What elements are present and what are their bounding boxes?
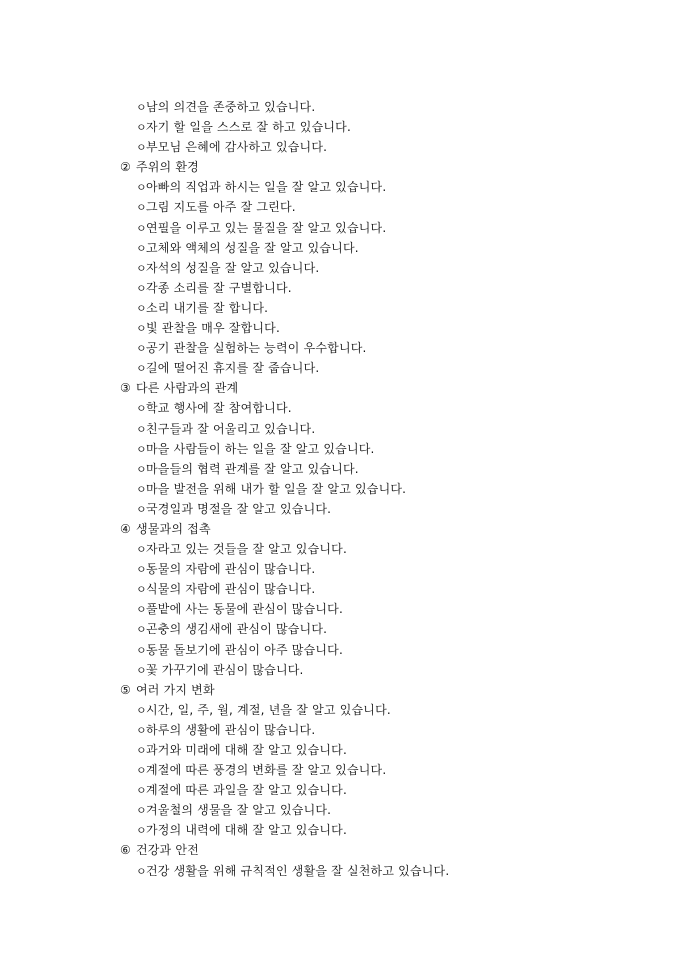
list-item [0,218,680,238]
section-heading [0,680,680,700]
list-item-text: 각종 소리를 잘 구별합니다. [146,280,292,295]
list-item [0,419,680,439]
list-item-text: 고체와 액체의 성질을 잘 알고 있습니다. [146,240,359,255]
bullet-icon: ㅇ [136,101,147,114]
list-item-text: 소리 내기를 잘 합니다. [146,300,269,315]
list-item [0,197,680,217]
section-number: ④ [120,521,131,536]
list-item [0,137,680,157]
list-item-text: 친구들과 잘 어울리고 있습니다. [146,421,316,436]
bullet-icon: ㅇ [136,201,147,215]
list-item-text: 길에 떨어진 휴지를 잘 줍습니다. [146,361,320,376]
list-item-text: 꽃 가꾸기에 관심이 많습니다. [146,662,304,677]
bullet-icon: ㅇ [136,301,147,315]
bullet-icon: ㅇ [136,502,147,516]
bullet-icon: ㅇ [136,663,147,677]
list-item [0,720,680,740]
list-item-text: 풀밭에 사는 동물에 관심이 많습니다. [146,602,343,617]
section-heading [0,519,680,539]
bullet-icon: ㅇ [136,603,147,617]
list-item-text: 자라고 있는 것들을 잘 알고 있습니다. [146,542,347,557]
section-heading [0,840,680,860]
bullet-icon: ㅇ [136,241,147,255]
list-item [0,479,680,499]
list-item-text: 시간, 일, 주, 월, 계절, 년을 잘 알고 있습니다. [146,702,391,717]
bullet-icon: ㅇ [136,221,147,235]
list-item-text: 동물 돌보기에 관심이 아주 많습니다. [146,642,343,657]
bullet-icon: ㅇ [136,703,147,717]
list-item-text: 계절에 따른 과일을 잘 알고 있습니다. [146,783,347,798]
bullet-icon: ㅇ [136,181,147,195]
list-item [0,278,680,298]
list-item [0,97,680,117]
list-item [0,740,680,760]
section-title: 생물과의 접촉 [135,521,211,536]
section-number: ③ [120,381,131,396]
bullet-icon: ㅇ [136,362,147,376]
list-item-text: 그림 지도를 아주 잘 그린다. [146,200,296,215]
list-item-text: 자기 할 일을 스스로 잘 하고 있습니다. [146,120,351,135]
list-item [0,619,680,639]
list-item [0,398,680,418]
list-item [0,660,680,680]
bullet-icon: ㅇ [136,281,147,295]
section-heading [0,378,680,398]
bullet-icon: ㅇ [136,462,147,476]
list-item [0,439,680,459]
document-body [0,97,680,881]
list-item [0,599,680,619]
list-item [0,177,680,197]
list-item [0,539,680,559]
list-item-text: 하루의 생활에 관심이 많습니다. [146,722,316,737]
bullet-icon: ㅇ [136,623,147,637]
list-item-text: 아빠의 직업과 하시는 일을 잘 알고 있습니다. [146,180,387,195]
section-title: 건강과 안전 [135,843,199,858]
bullet-icon: ㅇ [136,422,147,436]
list-item-text: 과거와 미래에 대해 잘 알고 있습니다. [146,743,347,757]
list-item-text: 계절에 따른 풍경의 변화를 잘 알고 있습니다. [146,763,387,778]
list-item-text: 부모님 은혜에 감사하고 있습니다. [146,140,328,155]
bullet-icon: ㅇ [136,583,147,597]
list-item [0,700,680,720]
bullet-icon: ㅇ [136,563,147,577]
list-item [0,559,680,579]
list-item [0,338,680,358]
list-item [0,861,680,881]
list-item [0,258,680,278]
list-item-text: 동물의 자람에 관심이 많습니다. [146,562,316,577]
bullet-icon: ㅇ [136,442,147,456]
bullet-icon: ㅇ [136,864,147,878]
list-item [0,459,680,479]
list-item-text: 가정의 내력에 대해 잘 알고 있습니다. [146,823,347,838]
bullet-icon: ㅇ [136,824,147,838]
list-item-text: 빛 관찰을 매우 잘합니다. [146,321,280,336]
list-item [0,238,680,258]
list-item-text: 연필을 이루고 있는 물질을 잘 알고 있습니다. [146,220,387,235]
section-number: ② [120,160,131,175]
list-item-text: 국경일과 명절을 잘 알고 있습니다. [146,501,332,516]
bullet-icon: ㅇ [136,322,147,336]
list-item [0,579,680,599]
list-item [0,800,680,820]
bullet-icon: ㅇ [136,141,147,155]
list-item-text: 겨울철의 생물을 잘 알고 있습니다. [146,803,332,818]
bullet-icon: ㅇ [136,342,147,356]
bullet-icon: ㅇ [136,402,147,416]
bullet-icon: ㅇ [136,784,147,798]
bullet-icon: ㅇ [136,261,147,275]
list-item-text: 식물의 자람에 관심이 많습니다. [146,582,316,597]
section-number: ⑤ [120,682,131,697]
list-item-text: 마을 사람들이 하는 일을 잘 알고 있습니다. [146,441,375,456]
list-item [0,499,680,519]
list-item-text: 곤충의 생김새에 관심이 많습니다. [146,622,328,637]
bullet-icon: ㅇ [136,764,147,778]
list-item [0,298,680,318]
section-heading [0,157,680,177]
list-item [0,640,680,660]
section-title: 여러 가지 변화 [135,682,215,697]
list-item-text: 건강 생활을 위해 규칙적인 생활을 잘 실천하고 있습니다. [146,863,450,878]
bullet-icon: ㅇ [136,804,147,818]
list-item-text: 마을들의 협력 관계를 잘 알고 있습니다. [146,461,359,476]
list-item-text: 공기 관찰을 실험하는 능력이 우수합니다. [146,341,367,356]
list-item [0,760,680,780]
list-item [0,117,680,137]
bullet-icon: ㅇ [136,723,147,737]
list-item [0,318,680,338]
bullet-icon: ㅇ [136,482,147,496]
list-item-text: 남의 의견을 존중하고 있습니다. [146,100,316,114]
bullet-icon: ㅇ [136,121,147,135]
section-title: 다른 사람과의 관계 [135,381,239,396]
list-item [0,358,680,378]
list-item-text: 마을 발전을 위해 내가 할 일을 잘 알고 있습니다. [146,481,407,496]
bullet-icon: ㅇ [136,543,147,557]
list-item [0,820,680,840]
section-title: 주위의 환경 [135,160,199,175]
list-item-text: 학교 행사에 잘 참여합니다. [146,401,292,416]
bullet-icon: ㅇ [136,643,147,657]
section-number: ⑥ [120,843,131,858]
bullet-icon: ㅇ [136,744,147,757]
list-item-text: 자석의 성질을 잘 알고 있습니다. [146,260,320,275]
list-item [0,780,680,800]
